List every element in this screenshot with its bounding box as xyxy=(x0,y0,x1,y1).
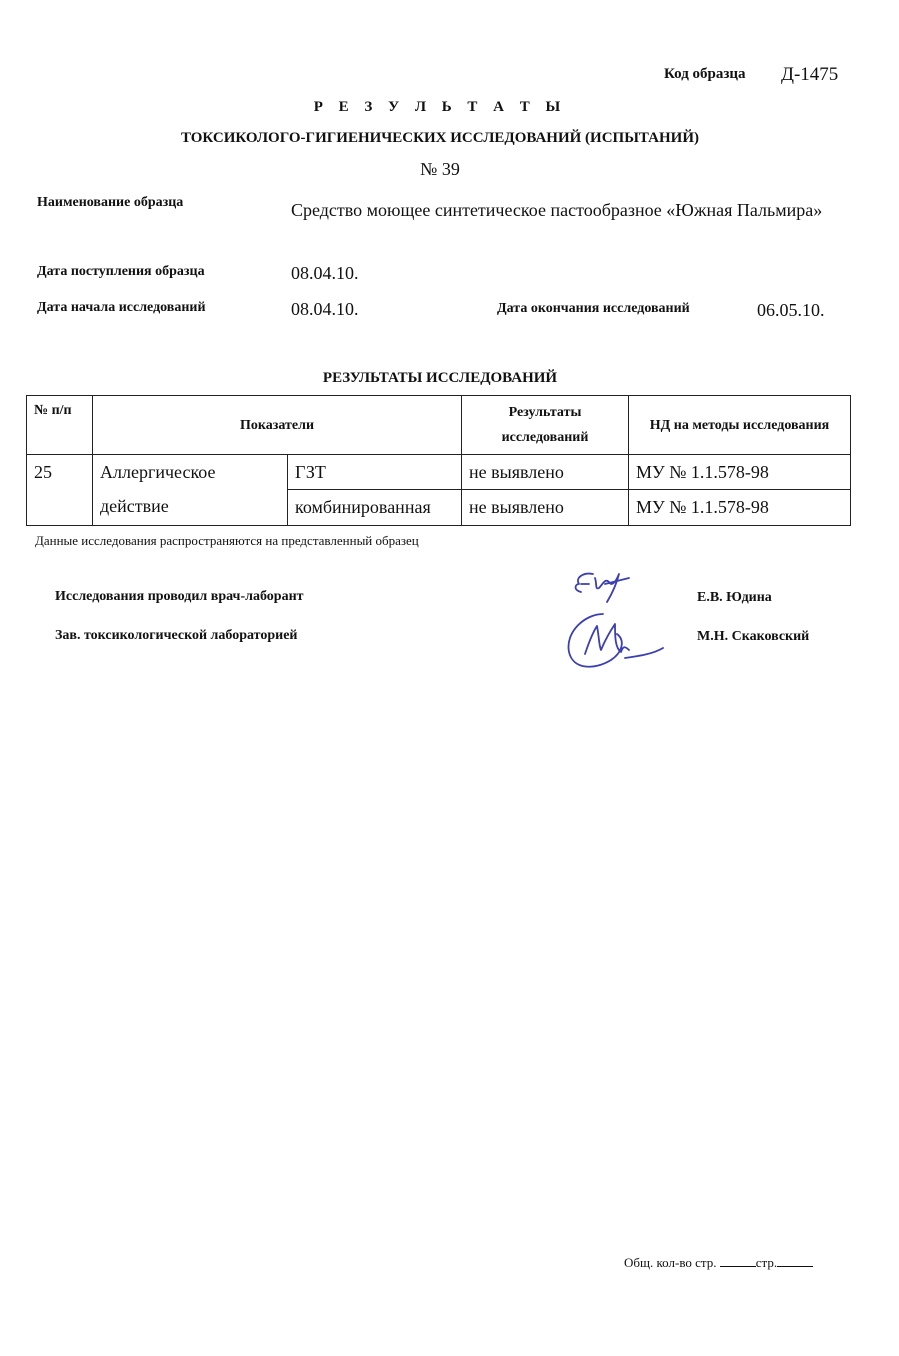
header-indicators: Показатели xyxy=(93,396,462,455)
header-methods: НД на методы исследования xyxy=(629,396,851,455)
page-count-label: Общ. кол-во стр. xyxy=(624,1255,720,1270)
document-subtitle: ТОКСИКОЛОГО-ГИГИЕНИЧЕСКИХ ИССЛЕДОВАНИЙ (ИСПЫТАНИЙ) xyxy=(180,130,700,146)
row-sub-type: комбинированная xyxy=(288,490,462,526)
page-count-footer xyxy=(624,1254,813,1271)
start-date-label: Дата начала исследований xyxy=(37,300,206,315)
header-results: Результаты исследований xyxy=(462,396,629,455)
signature-label-lab-doctor: Исследования проводил врач-лаборант xyxy=(55,589,304,604)
row-sub-result: не выявлено xyxy=(462,455,629,490)
header-num: № п/п xyxy=(27,396,93,455)
signature-name-head: М.Н. Скаковский xyxy=(697,629,810,644)
signature-label-head: Зав. токсикологической лабораторией xyxy=(55,628,298,643)
row-sub-result: не выявлено xyxy=(462,490,629,526)
received-date-label: Дата поступления образца xyxy=(37,264,205,279)
received-date-value: 08.04.10. xyxy=(291,263,359,283)
row-sub-method: МУ № 1.1.578-98 xyxy=(629,490,851,526)
handwritten-signatures xyxy=(555,562,675,682)
page-total-blank xyxy=(777,1254,813,1267)
sample-name-label: Наименование образца xyxy=(37,195,184,210)
row-num: 25 xyxy=(27,455,93,526)
results-note: Данные исследования распространяются на представленный образец xyxy=(35,533,419,548)
sample-code-label: Код образца xyxy=(664,66,746,82)
sample-name-value: Средство моющее синтетическое пастообразное «Южная Пальмира» xyxy=(291,200,823,220)
document-title: Р Е З У Л Ь Т А Т Ы xyxy=(313,99,567,115)
row-sub-method: МУ № 1.1.578-98 xyxy=(629,455,851,490)
start-date-value: 08.04.10. xyxy=(291,299,359,319)
end-date-value: 06.05.10. xyxy=(757,300,825,320)
end-date-label: Дата окончания исследований xyxy=(497,301,690,316)
row-indicator: Аллергическое действие xyxy=(93,455,288,526)
page-count-blank xyxy=(720,1254,756,1267)
page-count-suffix: стр. xyxy=(755,1255,778,1270)
table-header-row xyxy=(27,396,851,455)
results-section-title: РЕЗУЛЬТАТЫ ИССЛЕДОВАНИЙ xyxy=(322,370,558,386)
signature-yudina xyxy=(576,574,630,602)
table-row xyxy=(27,455,851,490)
signature-name-lab-doctor: Е.В. Юдина xyxy=(697,590,772,605)
document-number: № 39 xyxy=(420,159,460,179)
sample-code-value: Д-1475 xyxy=(781,64,839,85)
results-table xyxy=(26,395,851,526)
row-sub-type: ГЗТ xyxy=(288,455,462,490)
signature-skakovsky xyxy=(568,614,663,667)
